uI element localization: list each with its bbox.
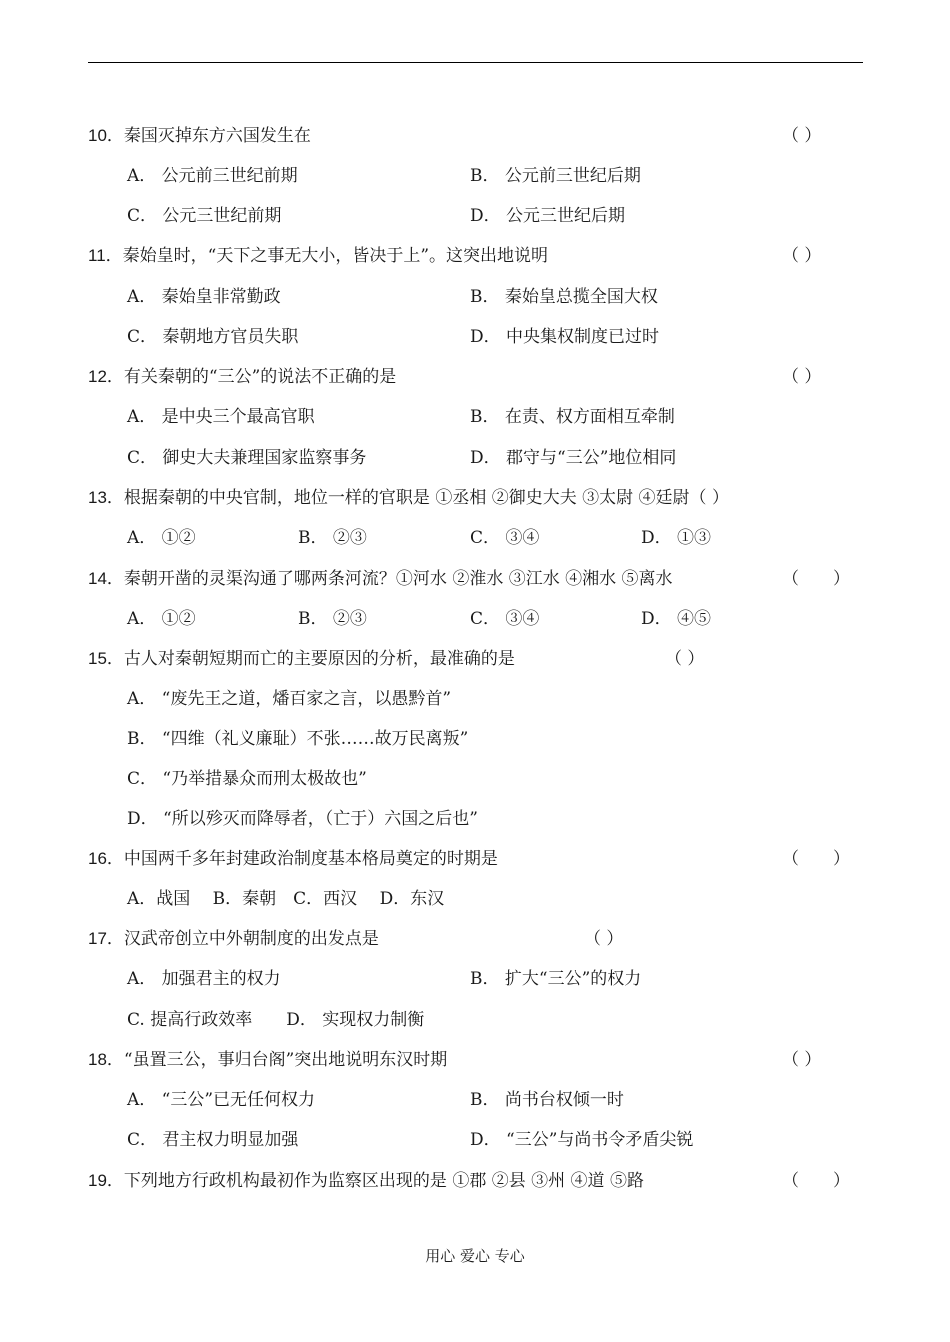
options-line: A．战国 B．秦朝 C．西汉 D．东汉 bbox=[127, 889, 445, 909]
option-b: B． 秦始皇总揽全国大权 bbox=[470, 287, 658, 307]
question-stem bbox=[88, 1048, 447, 1072]
question-text: 秦朝开凿的灵渠沟通了哪两条河流？①河水 ②淮水 ③江水 ④湘水 ⑤离水 bbox=[123, 569, 673, 589]
question-text: 下列地方行政机构最初作为监察区出现的是 ①郡 ②县 ③州 ④道 ⑤路 bbox=[123, 1171, 644, 1191]
option-d: D． 公元三世纪后期 bbox=[470, 206, 626, 226]
option-d: D． 中央集权制度已过时 bbox=[470, 327, 660, 347]
question-stem bbox=[88, 927, 379, 951]
option-b: B． 扩大“三公”的权力 bbox=[470, 969, 642, 989]
option-d: D． ④⑤ bbox=[641, 609, 712, 629]
option-c: C． 君主权力明显加强 bbox=[127, 1130, 299, 1150]
option-a: A． “三公”已无任何权力 bbox=[127, 1090, 316, 1110]
question-stem bbox=[88, 847, 498, 871]
question-number: 18． bbox=[88, 1050, 124, 1069]
option-b: B． 尚书台权倾一时 bbox=[470, 1090, 624, 1110]
option-a: A． “废先王之道，燔百家之言，以愚黔首” bbox=[127, 689, 452, 709]
answer-parentheses: （ ） bbox=[584, 929, 624, 949]
question-number: 10． bbox=[88, 126, 124, 145]
option-b: B． “四维（礼义廉耻）不张……故万民离叛” bbox=[127, 729, 469, 749]
option-d: D． ①③ bbox=[641, 528, 712, 548]
answer-parentheses: （ ） bbox=[782, 569, 850, 589]
question-stem bbox=[88, 365, 396, 389]
question-number: 15． bbox=[88, 649, 124, 668]
options-c-d: C. 提高行政效率 D． 实现权力制衡 bbox=[127, 1010, 425, 1030]
option-b: B． ②③ bbox=[298, 609, 367, 629]
header-rule bbox=[88, 62, 863, 63]
question-stem bbox=[88, 124, 311, 148]
answer-parentheses: （ ） bbox=[782, 126, 822, 146]
option-a: A． 秦始皇非常勤政 bbox=[127, 287, 281, 307]
question-text: 汉武帝创立中外朝制度的出发点是 bbox=[123, 929, 379, 949]
question-stem bbox=[88, 567, 673, 591]
question-text: 秦国灭掉东方六国发生在 bbox=[123, 126, 311, 146]
answer-parentheses: （ ） bbox=[782, 246, 822, 266]
answer-parentheses: （ ） bbox=[782, 367, 822, 387]
option-d: D． “所以殄灭而降辱者，（亡于）六国之后也” bbox=[127, 809, 478, 829]
option-b: B． 公元前三世纪后期 bbox=[470, 166, 641, 186]
option-c: C． 秦朝地方官员失职 bbox=[127, 327, 299, 347]
option-a: A． ①② bbox=[127, 609, 196, 629]
question-stem bbox=[88, 647, 515, 671]
question-number: 11． bbox=[88, 246, 123, 265]
answer-parentheses: （ ） bbox=[665, 649, 705, 669]
question-number: 17． bbox=[88, 929, 124, 948]
question-text: 古人对秦朝短期而亡的主要原因的分析，最准确的是 bbox=[123, 649, 515, 669]
question-stem bbox=[88, 244, 548, 268]
question-text: 秦始皇时，“天下之事无大小，皆决于上”。这突出地说明 bbox=[122, 246, 549, 266]
answer-parentheses: （ ） bbox=[782, 849, 850, 869]
question-number: 12． bbox=[88, 367, 124, 386]
answer-parentheses: （ ） bbox=[782, 1171, 850, 1191]
option-c: C． ③④ bbox=[470, 528, 540, 548]
page-footer: 用心 爱心 专心 bbox=[425, 1247, 525, 1265]
question-number: 13． bbox=[88, 488, 124, 507]
question-number: 14． bbox=[88, 569, 124, 588]
option-b: B． ②③ bbox=[298, 528, 367, 548]
option-d: D． 郡守与“三公”地位相同 bbox=[470, 448, 677, 468]
option-a: A． ①② bbox=[127, 528, 196, 548]
question-text: 根据秦朝的中央官制，地位一样的官职是 ①丞相 ②御史大夫 ③太尉 ④廷尉（ ） bbox=[123, 488, 729, 508]
question-stem bbox=[88, 1169, 644, 1193]
option-d: D． “三公”与尚书令矛盾尖锐 bbox=[470, 1130, 694, 1150]
question-number: 19． bbox=[88, 1171, 124, 1190]
option-a: A． 是中央三个最高官职 bbox=[127, 407, 315, 427]
option-a: A． 加强君主的权力 bbox=[127, 969, 281, 989]
answer-parentheses: （ ） bbox=[782, 1050, 822, 1070]
question-text: “虽置三公，事归台阁”突出地说明东汉时期 bbox=[123, 1050, 448, 1070]
option-b: B． 在责、权方面相互牵制 bbox=[470, 407, 675, 427]
option-c: C． 御史大夫兼理国家监察事务 bbox=[127, 448, 367, 468]
option-c: C． 公元三世纪前期 bbox=[127, 206, 282, 226]
option-c: C． “乃举措暴众而刑太极故也” bbox=[127, 769, 367, 789]
option-a: A． 公元前三世纪前期 bbox=[127, 166, 298, 186]
question-stem bbox=[88, 486, 729, 510]
question-text: 有关秦朝的“三公”的说法不正确的是 bbox=[123, 367, 397, 387]
question-number: 16． bbox=[88, 849, 124, 868]
option-c: C． ③④ bbox=[470, 609, 540, 629]
question-text: 中国两千多年封建政治制度基本格局奠定的时期是 bbox=[123, 849, 498, 869]
